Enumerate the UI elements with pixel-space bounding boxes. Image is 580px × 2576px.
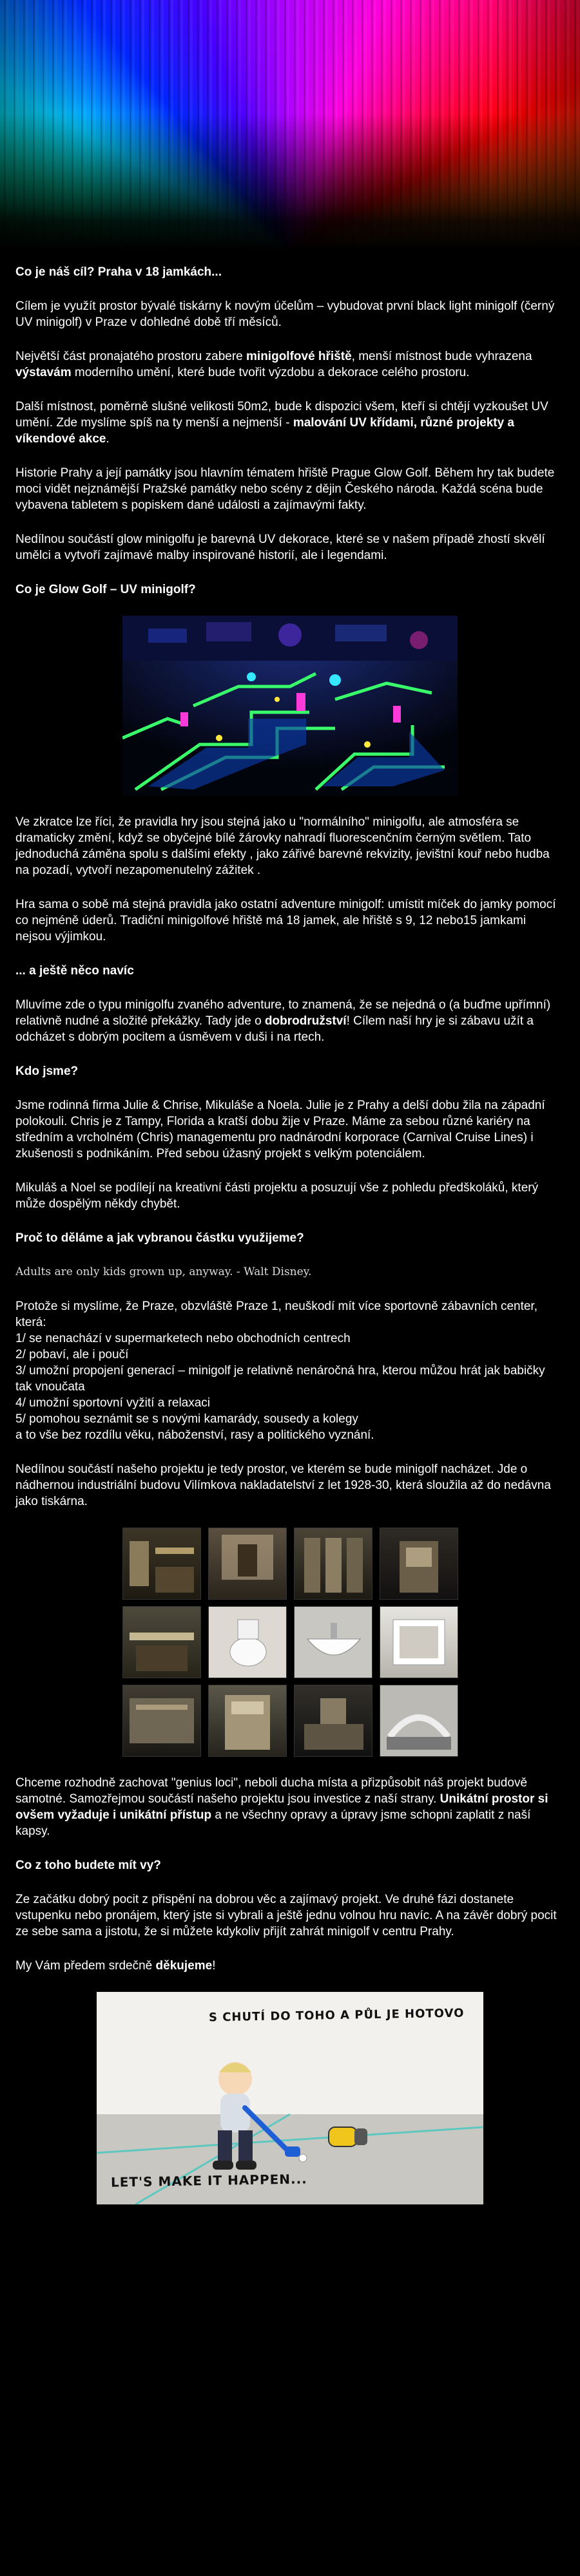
building-photo [294,1685,372,1757]
why-paragraph-3 [15,1775,565,1839]
interior-photo-icon [380,1607,458,1678]
list-item: a to vše bez rozdílu věku, náboženství, rasy a politického vyznání. [15,1428,374,1442]
building-photo [380,1528,458,1600]
building-photo [294,1528,372,1600]
text: ! [212,1959,216,1973]
heading-why: Proč to děláme a jak vybranou částku využijeme? [15,1231,304,1245]
interior-photo-icon [123,1607,201,1678]
why-paragraph-2: Nedílnou součástí našeho projektu je tedy prostor, ve kterém se bude minigolf nacházet. Jde o nádhernou industriální budovu Vilímkova nakladatelství z let 1928-30, která sloužila až do nedávna jako tiskárna. [15,1463,551,1508]
building-photo-grid [122,1528,458,1757]
list-item: 5/ pomohou seznámit se s novými kamarády, sousedy a kolegy [15,1412,358,1426]
building-photo [122,1606,201,1678]
caption-bottom: LET'S MAKE IT HAPPEN... [110,2171,308,2190]
text: My Vám předem srdečně [15,1959,156,1973]
interior-photo-icon [123,1528,201,1600]
disney-quote: Adults are only kids grown up, anyway. - Walt Disney. [15,1265,312,1278]
glow-paragraph-1: Ve zkratce lze říci, že pravidla hry jsou stejná jako u "normálního" minigolfu, ale atmosféra se dramaticky změní, když se obyčejné bílé žárovky nahradí fluorescenčním černým světlem. Tato jednoduchá záměna spolu s dalšími efekty , jako zářivé barevné rekvizity, jevištní kouř nebo hudba na pozadí, vytvoří nezapomenutelný zážitek . [15,815,550,877]
building-photo [208,1528,287,1600]
banner-edge-fade [0,0,580,251]
building-photo [294,1606,372,1678]
emphasis-exhibitions: výstavám [15,366,72,379]
building-photo [380,1685,458,1757]
text: ! Cílem naší hry je si zábavu užít a odcházet s dobrým pocitem a úsměvem v duši i na rtech. [15,1014,534,1044]
building-photo [122,1528,201,1600]
extra-paragraph [15,997,565,1045]
pipe-photo-icon [380,1685,458,1757]
emphasis-adventure: dobrodružství [264,1014,347,1028]
who-paragraph-2: Mikuláš a Noel se podílejí na kreativní části projektu a posuzují vše z pohledu předškoláků, který může dospělým někdy chybět. [15,1181,539,1211]
emphasis-thanks: děkujeme [155,1959,213,1973]
why-paragraph-1: Protože si myslíme, že Praze, obzvláště Praze 1, neuškodí mít více sportovně zábavních center, která: [15,1300,537,1329]
text: , menší místnost bude vyhrazena [351,350,532,363]
reward-paragraph-2 [15,1958,565,1974]
emphasis-minigolf: minigolfové hřiště [246,350,352,363]
emphasis-unique: Unikátní prostor si ovšem vyžaduje i unikátní přístup [15,1792,548,1822]
building-photo [208,1606,287,1678]
sink-photo-icon [295,1607,372,1678]
heading-goal: Co je náš cíl? Praha v 18 jamkách... [15,265,222,279]
rainbow-banner [0,0,580,251]
building-photo [208,1685,287,1757]
text: moderního umění, které bude tvořit výzdobu a dekorace celého prostoru. [71,366,470,379]
emphasis-uv-painting: malování UV křídami, různé projekty a víkendové akce [15,416,514,446]
list-item: 2/ pobaví, ale i poučí [15,1348,129,1361]
building-photo [380,1606,458,1678]
toilet-photo-icon [209,1607,287,1678]
list-item: 4/ umožní sportovní vyžití a relaxaci [15,1396,211,1410]
building-photo [122,1685,201,1757]
reward-paragraph-1: Ze začátku dobrý pocit z přispění na dobrou věc a zajímavý projekt. Ve druhé fázi dostanete vstupenku nebo pronájem, který jste si vybrali a ještě jednu volnou hru navíc. A na závěr dobrý pocit ze sebe sama a jistotu, že si můžete kdykoliv přijít zahrát minigolf v centru Prahy. [15,1893,557,1938]
glow-paragraph-2: Hra sama o sobě má stejná pravidla jako ostatní adventure minigolf: umístit míček do jamky pomocí co nejméně úderů. Tradiční minigolfové hřiště má 18 jamek, ale hřiště s 9, 12 nebo15 jamkami nejsou výjimkou. [15,898,556,943]
reasons-list [15,1331,565,1443]
caption-top: S CHUTÍ DO TOHO A PŮL JE HOTOVO [208,2006,465,2025]
interior-photo-icon [295,1685,372,1757]
text: . [106,432,110,446]
interior-photo-icon [123,1685,201,1757]
text: Chceme rozhodně zachovat "genius loci", neboli ducha místa a přizpůsobit náš projekt budově samotné. Samozřejmou součástí našeho projektu jsou investice z naší strany. [15,1776,528,1806]
text: Největší část pronajatého prostoru zabere [15,350,247,363]
text: Další místnost, poměrně slušné velikosti 50m2, bude k dispozici všem, kteří si chtějí vyzkoušet UV umění. Zde myslíme spíš na ty menší a nejmenší - [15,400,548,430]
glow-golf-course-photo [122,616,458,796]
intro-paragraph-4: Historie Prahy a její památky jsou hlavním tématem hřiště Prague Glow Golf. Během hry tak budete moci vidět nejznámější Pražské památky nebo scény z dějin Českého národa. Každá scéna bude vybavena tabletem s popiskem dané události a zajímavými fakty. [15,466,555,512]
who-paragraph-1: Jsme rodinná firma Julie & Chrise, Mikuláše a Noela. Julie je z Prahy a delší dobu žila na západní polokouli. Chris je z Tampy, Florida a kratší dobu žije v Praze. Máme za sebou různé kariéry na středním a vrcholném (Chris) managementu pro nadnárodní korporace (Carnival Cruise Lines) i zkušenosti s podnikáním. Před sebou úžasný projekt s velkým potenciálem. [15,1099,545,1160]
interior-photo-icon [209,1685,287,1757]
list-item: 3/ umožní propojení generací – minigolf je relativně nenáročná hra, kterou můžou hrát jak babičky tak vnoučata [15,1364,545,1394]
list-item: 1/ se nenachází v supermarketech nebo obchodních centrech [15,1332,351,1345]
glow-golf-course-illustration [122,616,458,796]
article [15,264,565,2204]
text: a ne všechny opravy a úpravy jsme schopni zaplatit z naší kapsy. [15,1808,531,1838]
interior-photo-icon [209,1528,287,1600]
intro-paragraph-1: Cílem je využít prostor bývalé tiskárny k novým účelům – vybudovat první black light minigolf (černý UV minigolf) v Praze v dohledné době tří měsíců. [15,299,555,329]
intro-paragraph-5: Nedílnou součástí glow minigolfu je barevná UV dekorace, které se v našem případě zhostí skvělí umělci a vytvoří zajímavé malby inspirované historií, ale i legendami. [15,533,545,562]
interior-photo-icon [380,1528,458,1600]
heading-glow-golf: Co je Glow Golf – UV minigolf? [15,583,196,596]
kid-minigolf-photo [97,1992,483,2204]
heading-reward: Co z toho budete mít vy? [15,1859,161,1872]
intro-paragraph-2 [15,348,565,381]
interior-photo-icon [295,1528,372,1600]
heading-extra: ... a ještě něco navíc [15,964,134,978]
text: Mluvíme zde o typu minigolfu zvaného adventure, to znamená, že se nejedná o (a buďme upřímní) relativně nudné a složité překážky. Tady jde o [15,998,551,1028]
heading-who: Kdo jsme? [15,1065,79,1078]
intro-paragraph-3 [15,399,565,447]
